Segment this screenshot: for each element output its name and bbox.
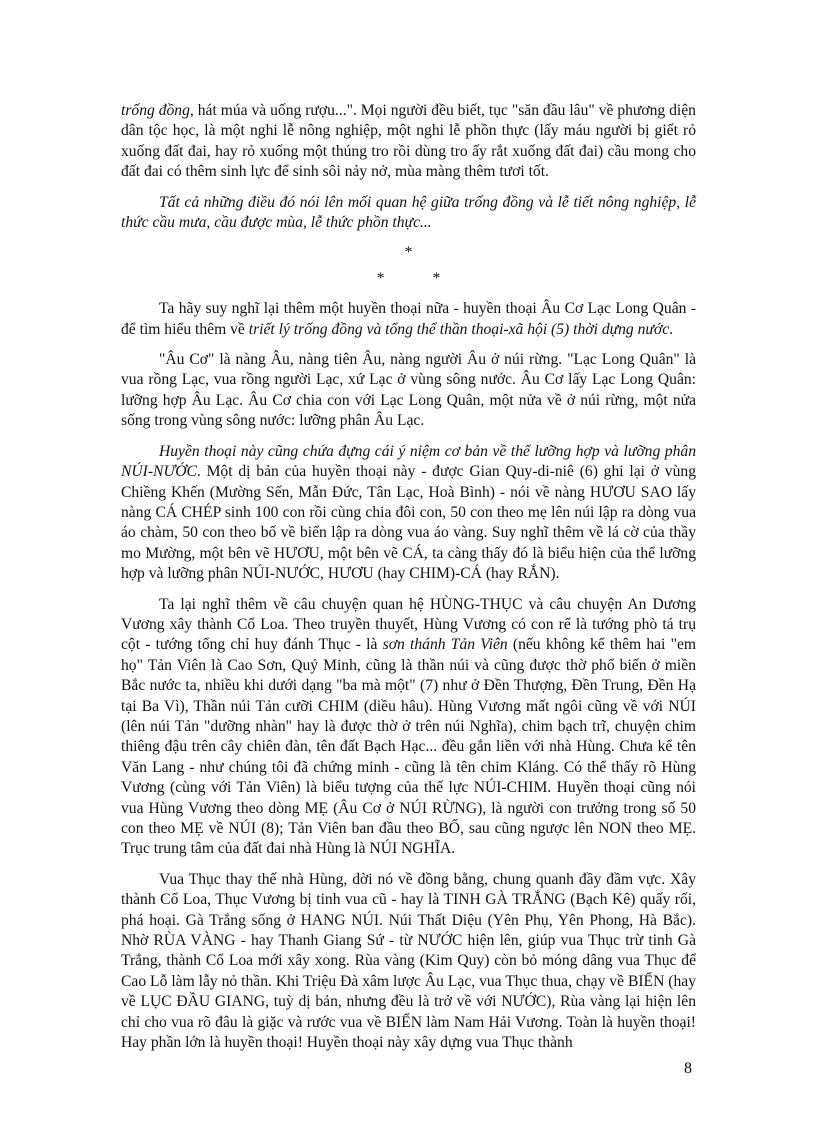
italic-text-run: triết lý trống đồng và tổng thể thần thoại-xã hội (5) thời dựng nước: [248, 320, 670, 338]
italic-text-run: trống đồng: [121, 102, 190, 119]
text-run: Ta hãy suy nghĩ lại thêm một huyền thoại nữa - huyền thoại Âu Cơ Lạc Long Quân - để tìm hiểu thêm về: [121, 300, 696, 338]
paragraph-conclusion: [121, 193, 696, 234]
italic-text-run: sơn thánh Tản Viên: [382, 636, 508, 654]
paragraph-continuation: [121, 101, 696, 183]
paragraph-nui-nuoc: [121, 442, 696, 585]
paragraph-hung-thuc: [121, 595, 696, 860]
body-text: [121, 101, 696, 1053]
text-run: .: [669, 320, 674, 338]
paragraph-au-lac: [121, 350, 696, 432]
separator-star-bottom: * *: [376, 269, 463, 287]
italic-text-run: Tất cả những điều đó nói lên mối quan hệ giữa trống đồng và lễ tiết nông nghiệp, lễ thức cầu mưa, cầu được mùa, lễ thức phồn thực...: [121, 193, 696, 232]
text-run: Ta lại nghĩ thêm về câu chuyện quan hệ HÙNG-THỤC và câu chuyện An Dương Vương xây thành Cổ Loa. Theo truyền thuyết, Hùng Vương có con rể là tướng phò tá trụ cột - tướng tổng chỉ huy đánh Thục - là: [121, 595, 696, 654]
text-run: (nếu không kể thêm hai "em họ" Tản Viên là Cao Sơn, Quý Minh, cũng là thần núi và cũng được thờ phổ biến ở miền Bắc nước ta, nhiều khi dưới dạng "ba mà một" (7) như ở Đền Thượng, Đền Trung, Đền Hạ tại Ba Vì), Thần núi Tản cưỡi CHIM (diều hâu). Hùng Vương mất ngôi cũng về với NÚI (lên núi Tản "dưỡng nhàn" hay là được thờ ở trên núi Nghĩa), chim bạch trĩ, chuyện chim thiêng đậu trên cây chiên đàn, tên đất Bạch Hạc... đều gắn liền với nhà Hùng. Chưa kể tên Văn Lang - như chúng tôi đã chứng minh - cũng là tên chim Kláng. Có thể thấy rõ Hùng Vương (cùng với Tản Viên) là biểu tượng của thế lực NÚI-CHIM. Huyền thoại cũng nói vua Hùng Vương theo dòng MẸ (Âu Cơ ở NÚI RỪNG), là người con trưởng trong số 50 con theo MẸ về NÚI (8); Tản Viên ban đầu theo BỐ, sau cũng ngược lên NON theo MẸ. Trục trung tâm của đất đai nhà Hùng là NÚI NGHĨA.: [121, 636, 697, 858]
paragraph-au-co-intro: [121, 299, 696, 340]
separator-star-top: *: [404, 244, 413, 262]
page-number: 8: [684, 1060, 692, 1077]
italic-text-run: Huyền thoại này cũng chứa đựng cái ý niệm cơ bản về thể lưỡng hợp và lưỡng phân NÚI-NƯỚC: [121, 442, 696, 481]
paragraph-vua-thuc: [121, 870, 696, 1054]
text-run: . Một dị bản của huyền thoại này - được Gian Quy-di-niê (6) ghi lại ở vùng Chiềng Khến (Mường Sến, Mẫn Đức, Tân Lạc, Hoà Bình) - nói về nàng HƯƠU SAO lấy nàng CÁ CHÉP sinh 100 con rồi cùng chia đôi con, 50 con theo mẹ lên núi lập ra dòng vua áo chàm, 50 con theo bố về biển lập ra dòng vua áo vàng. Suy nghĩ thêm về lá cờ của thầy mo Mường, một bên vẽ HƯƠU, một bên vẽ CÁ, ta càng thấy đó là biểu hiện của thể lưỡng hợp và lưỡng phân NÚI-NƯỚC, HƯƠU (hay CHIM)-CÁ (hay RẮN).: [121, 463, 696, 583]
text-run: Vua Thục thay thế nhà Hùng, dời nó về đồng bằng, chung quanh đầy đầm vực. Xây thành Cổ Loa, Thục Vương bị tinh vua cũ - hay là TINH GÀ TRẮNG (Bạch Kê) quấy rối, phá hoại. Gà Trắng sống ở HANG NÚI. Núi Thất Diệu (Yên Phụ, Yên Phong, Hà Bắc). Nhờ RÙA VÀNG - hay Thanh Giang Sứ - từ NƯỚC hiện lên, giúp vua Thục trừ tinh Gà Trắng, thành Cổ Loa mới xây xong. Rùa vàng (Kim Quy) còn bỏ móng dâng vua Thục để Cao Lỗ làm lẫy nỏ thần. Khi Triệu Đà xâm lược Âu Lạc, vua Thục thua, chạy về BIỂN (hay về LỤC ĐẦU GIANG, tuỳ dị bản, nhưng đều là trở về với NƯỚC), Rùa vàng lại hiện lên chỉ cho vua rõ đâu là giặc và rước vua về BIỂN làm Nam Hải Vương. Toàn là huyền thoại! Hay phần lớn là huyền thoại! Huyền thoại này xây dựng vua Thục thành: [121, 870, 696, 1052]
text-run: "Âu Cơ" là nàng Âu, nàng tiên Âu, nàng người Âu ở núi rừng. "Lạc Long Quân" là vua rồng Lạc, vua rồng người Lạc, xứ Lạc ở vùng sông nước. Âu Cơ lấy Lạc Long Quân: lưỡng hợp Âu Lạc. Âu Cơ chia con với Lạc Long Quân, một nửa về ở núi rừng, một nửa sống trong vùng sông nước: lưỡng phân Âu Lạc.: [121, 351, 696, 430]
text-run: , hát múa và uống rượu...". Mọi người đều biết, tục "săn đầu lâu" về phương diện dân tộc học, là một nghi lễ nông nghiệp, một nghi lễ phồn thực (lấy máu người bị giết rỏ xuống đất đai, hay rỏ xuống một thúng tro rồi dùng tro ấy rắt xuống đất đai) cầu mong cho đất đai có thêm sinh lực để sinh sôi nảy nở, mùa màng thêm tươi tốt.: [121, 102, 696, 181]
